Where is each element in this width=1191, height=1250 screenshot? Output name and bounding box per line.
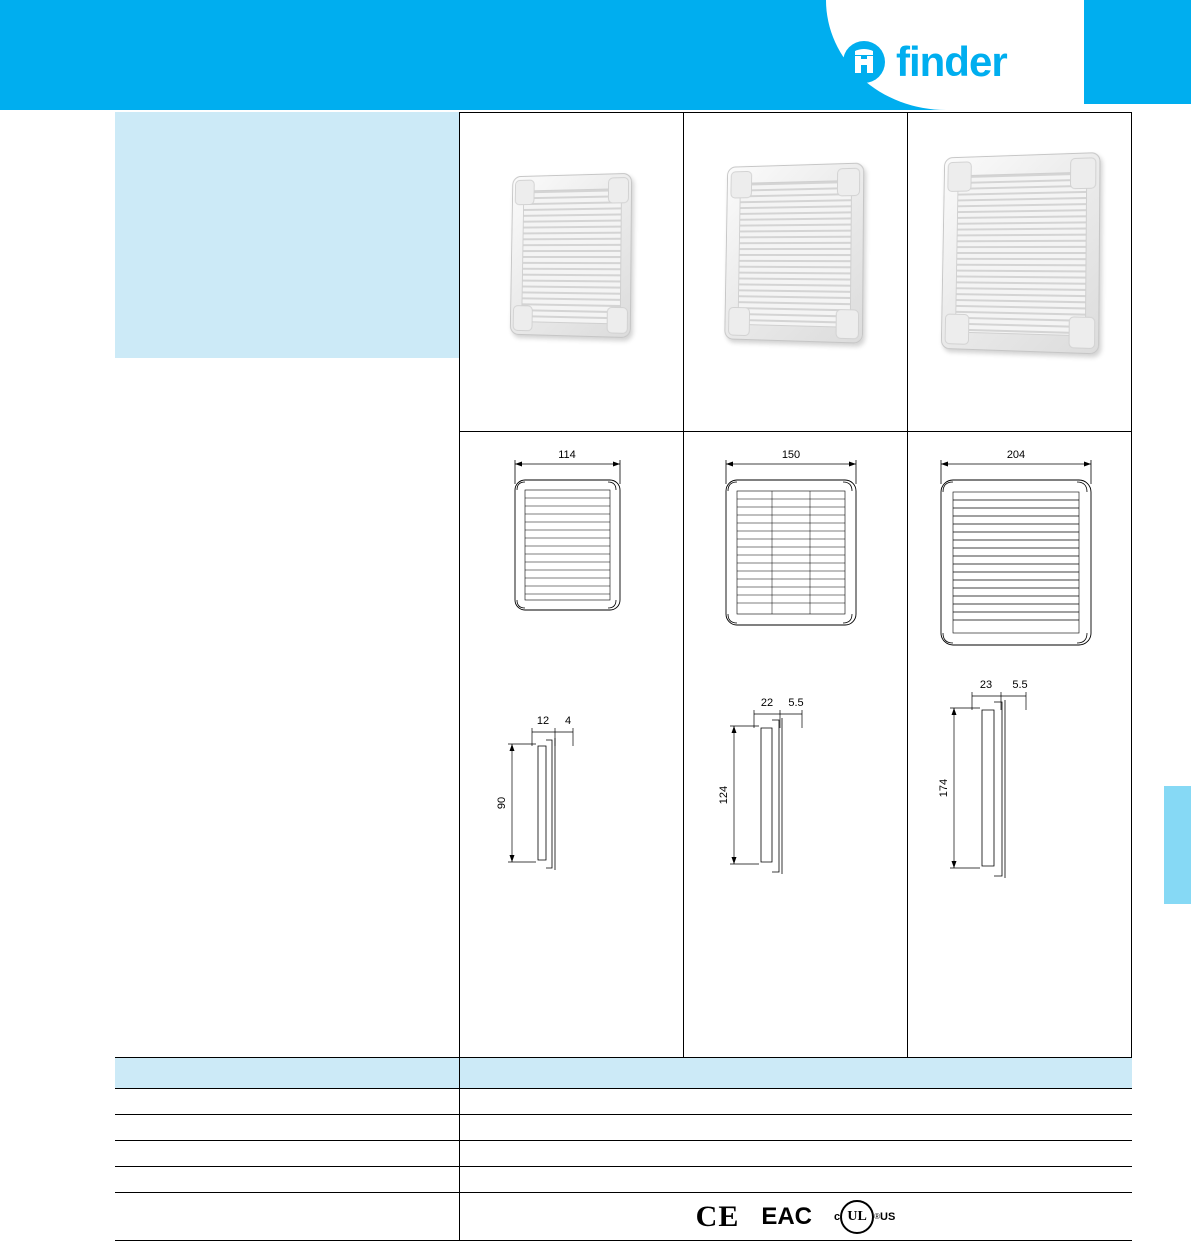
grille-corner-icon xyxy=(730,170,752,198)
grille-corner-icon xyxy=(837,167,860,196)
specification-table xyxy=(115,1057,1132,1241)
grille-corner-icon xyxy=(947,161,972,192)
product-photo-cell-1 xyxy=(460,112,683,432)
spec-column-divider xyxy=(459,1058,460,1088)
ul-mark-circle: UL xyxy=(840,1200,874,1234)
product-dimensions-cell-2 xyxy=(684,432,907,1057)
grille-louvers-1 xyxy=(521,189,622,324)
grille-corner-icon xyxy=(945,313,970,345)
dim-width-3: 204 xyxy=(1006,449,1026,461)
finder-logo-icon xyxy=(842,40,886,84)
grille-photo-2 xyxy=(724,162,864,343)
spec-table-row xyxy=(115,1115,1132,1141)
dim-height-1: 90 xyxy=(496,796,508,810)
spec-table-header xyxy=(115,1057,1132,1089)
dim-width-2: 150 xyxy=(781,449,801,461)
grille-corner-icon xyxy=(1068,316,1095,349)
product-photo-cell-3 xyxy=(908,112,1131,432)
product-dimensions-cell-1 xyxy=(460,432,683,1057)
spec-column-divider xyxy=(459,1167,460,1192)
grille-corner-icon xyxy=(1070,157,1096,189)
spec-column-divider xyxy=(459,1141,460,1166)
dim-width-1: 114 xyxy=(558,449,576,461)
left-highlight-box xyxy=(115,112,459,358)
front-view-drawing-1 xyxy=(460,432,684,662)
dim-depth-front-3: 23 xyxy=(979,679,993,691)
grille-corner-icon xyxy=(513,305,533,331)
finder-logo xyxy=(842,40,1007,84)
product-columns xyxy=(460,112,1132,1057)
left-description-column xyxy=(115,112,460,1057)
grille-corner-icon xyxy=(836,309,860,339)
dim-depth-front-2: 22 xyxy=(760,697,774,709)
spec-table-row xyxy=(115,1089,1132,1115)
dim-depth-back-3: 5.5 xyxy=(1012,679,1028,691)
eac-mark-icon: EAC xyxy=(761,1202,813,1230)
dim-height-3: 174 xyxy=(938,778,950,798)
product-column-2 xyxy=(684,112,908,1057)
spec-column-divider xyxy=(459,1089,460,1114)
product-photo-cell-2 xyxy=(684,112,907,432)
grille-photo-1 xyxy=(510,173,632,338)
dim-depth-back-1: 4 xyxy=(564,715,572,727)
grille-corner-icon xyxy=(608,177,629,204)
front-view-drawing-2 xyxy=(684,432,908,662)
dim-depth-front-1: 12 xyxy=(536,715,550,727)
finder-logo-text: finder xyxy=(896,38,1007,85)
grille-louvers-2 xyxy=(737,180,852,328)
certification-marks xyxy=(459,1193,1132,1240)
side-view-drawing-2 xyxy=(684,684,908,914)
ce-mark-icon: CE xyxy=(695,1199,740,1233)
content-area xyxy=(115,112,1132,1250)
spec-table-row xyxy=(115,1141,1132,1167)
ul-mark-registered: ® xyxy=(874,1212,881,1221)
product-dimensions-cell-3 xyxy=(908,432,1131,1057)
grille-photo-3 xyxy=(941,152,1101,354)
page-side-tab xyxy=(1164,786,1191,904)
grille-corner-icon xyxy=(515,180,534,206)
product-column-1 xyxy=(460,112,684,1057)
product-column-3 xyxy=(908,112,1132,1057)
page-header xyxy=(0,0,1191,110)
spec-table-row xyxy=(115,1167,1132,1193)
grille-corner-icon xyxy=(728,307,750,335)
spec-table-certifications-row xyxy=(115,1193,1132,1241)
spec-column-divider xyxy=(459,1115,460,1140)
side-view-drawing-3 xyxy=(908,666,1132,896)
ul-mark-prefix: c xyxy=(834,1210,841,1223)
ul-mark-suffix: US xyxy=(880,1210,896,1223)
dim-height-2: 124 xyxy=(718,785,730,805)
grille-louvers-3 xyxy=(955,171,1086,337)
dim-depth-back-2: 5.5 xyxy=(788,697,804,709)
ul-listed-mark-icon xyxy=(834,1200,895,1234)
side-view-drawing-1 xyxy=(460,702,684,932)
front-view-drawing-3 xyxy=(908,432,1132,662)
grille-corner-icon xyxy=(607,307,628,334)
header-right-block xyxy=(1084,0,1191,104)
